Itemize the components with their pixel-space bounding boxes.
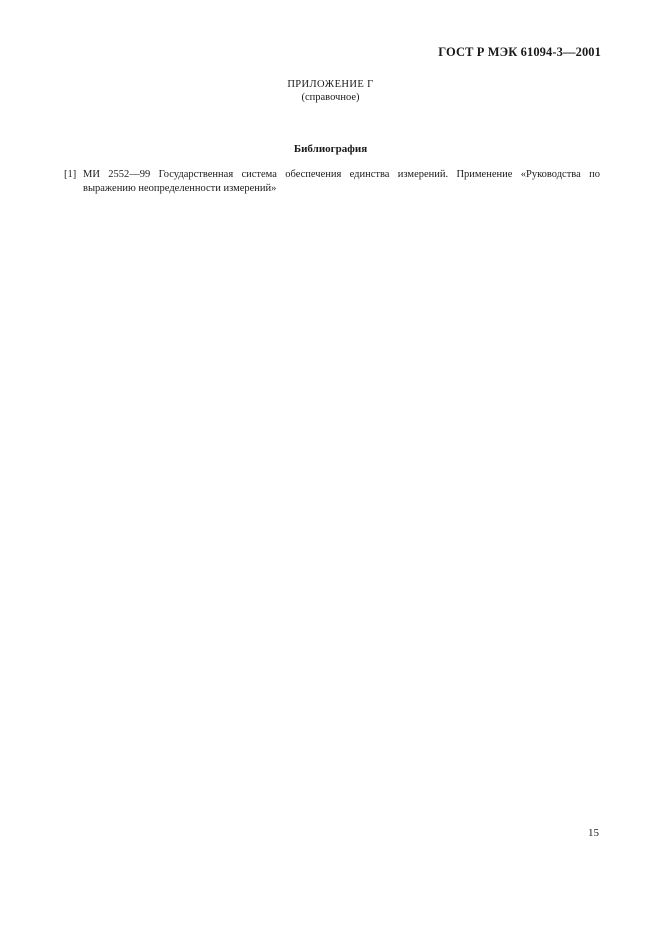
appendix-title: ПРИЛОЖЕНИЕ Г xyxy=(287,79,374,90)
bibliography-entry-number: [1] xyxy=(64,169,77,180)
appendix-type: (справочное) xyxy=(301,92,360,103)
page-number: 15 xyxy=(588,827,599,839)
bibliography-entry-text: МИ 2552—99 Государственная система обеспечения единства измерений. Применение «Руководства по выражению неопределенности измерений» xyxy=(83,169,600,194)
standard-code-header: ГОСТ Р МЭК 61094-3—2001 xyxy=(438,45,601,59)
appendix-heading xyxy=(0,78,661,104)
bibliography-entry xyxy=(64,168,600,196)
bibliography-title: Библиография xyxy=(293,143,368,155)
